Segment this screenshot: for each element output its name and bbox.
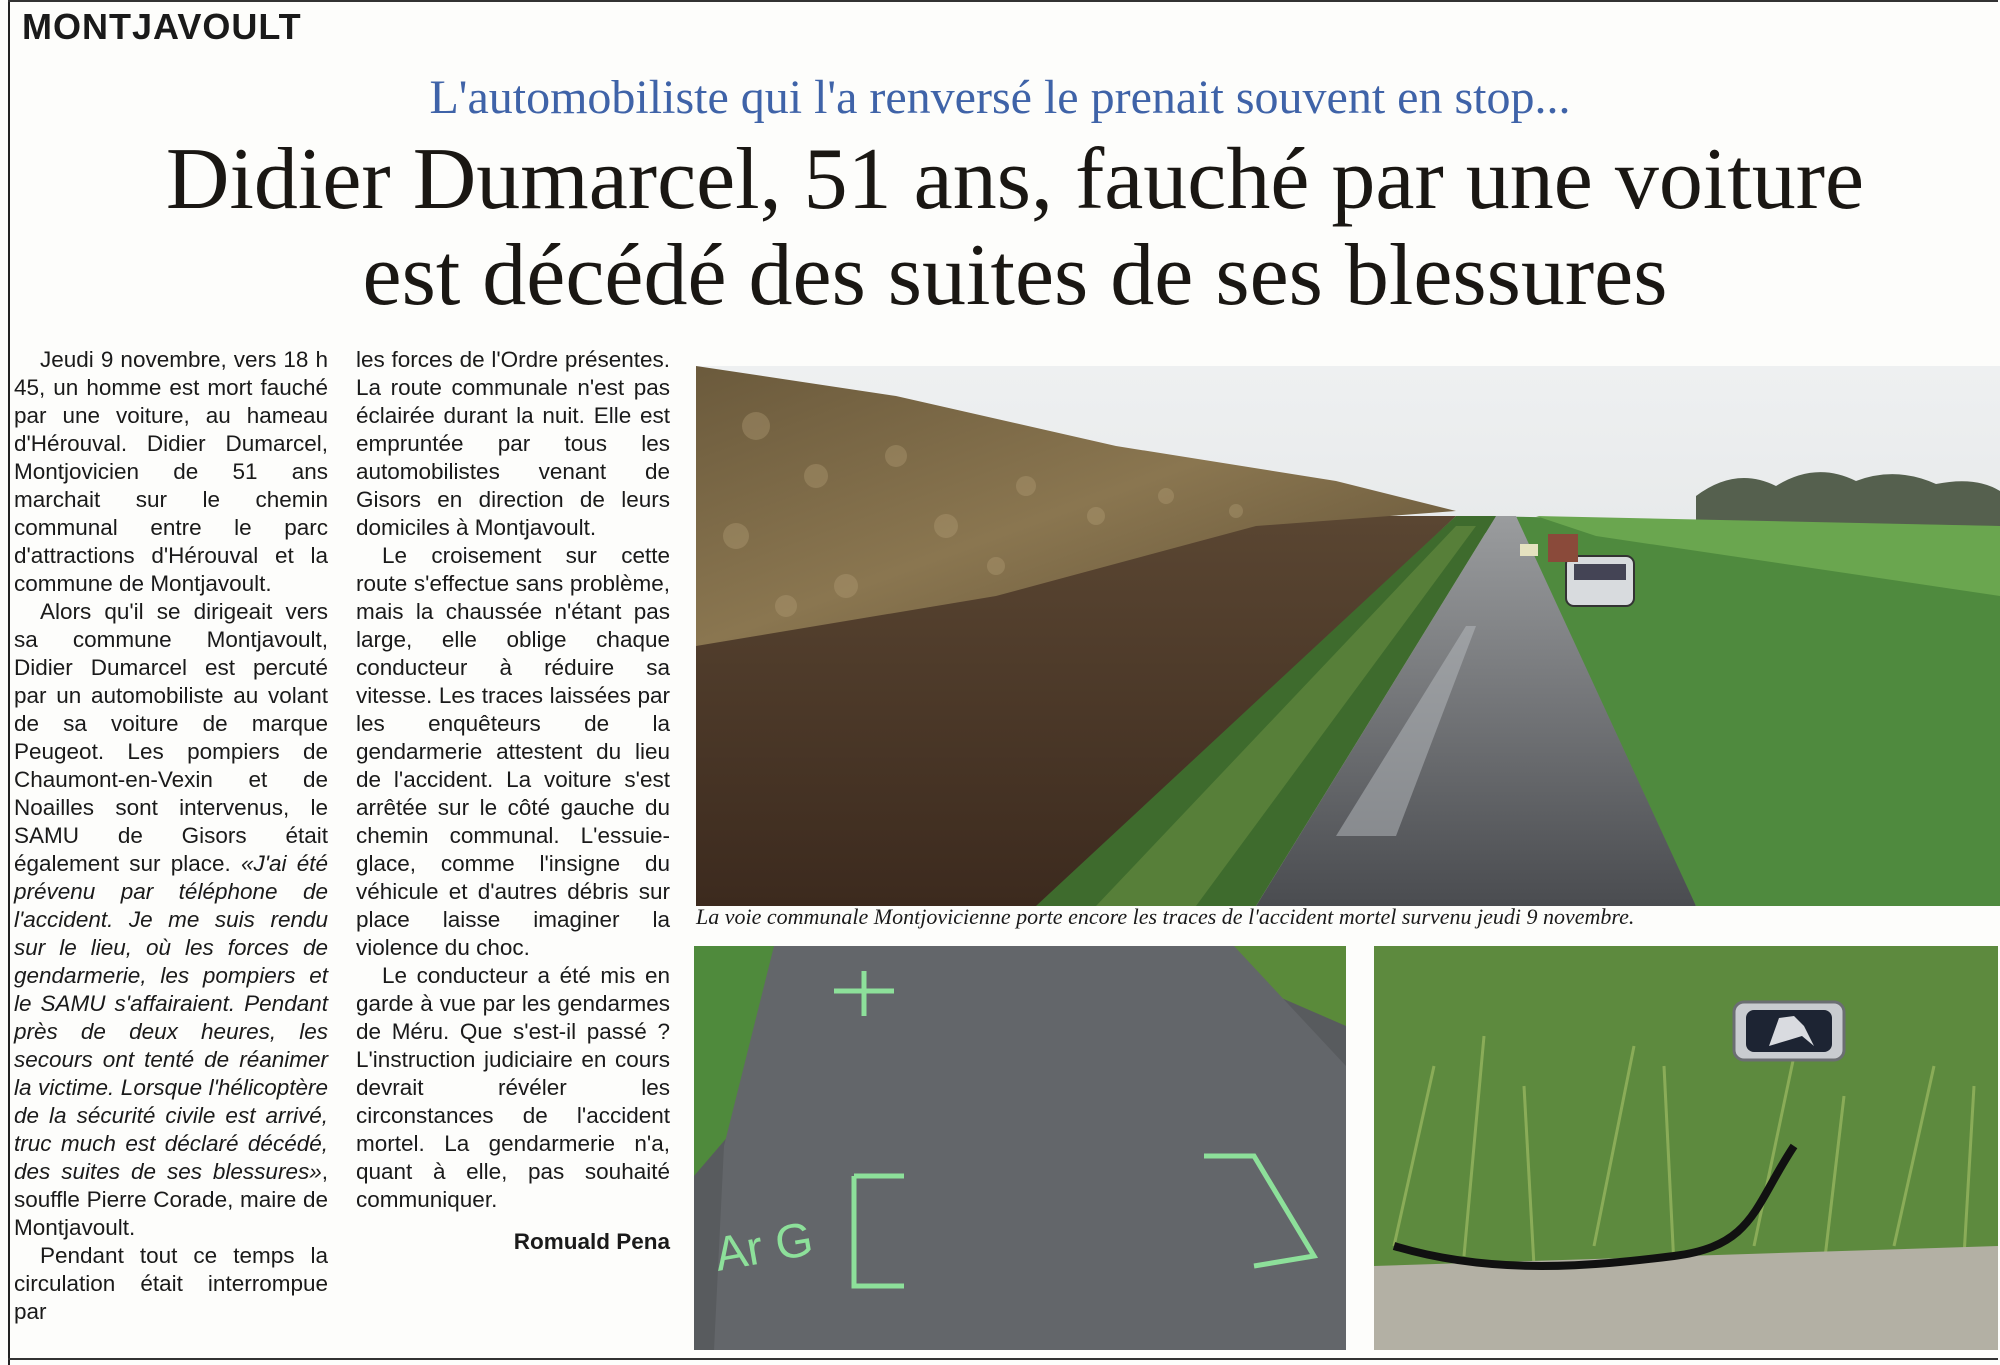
paragraph: les forces de l'Ordre présentes. La route communale n'est pas éclairée durant la nuit. Elle est empruntée par tous les automobilistes venant de Gisors en direction de leurs domiciles à Montjavoult. <box>356 347 670 540</box>
paragraph-text: , souffle Pierre Corade, maire de Montjavoult. <box>14 1159 328 1240</box>
paragraph: Le croisement sur cette route s'effectue sans problème, mais la chaussée n'étant pas large, elle oblige chaque conducteur à réduire sa vitesse. Les traces laissées par les enquêteurs de la gendarmerie attestent du lieu de l'accident. La voiture s'est arrêtée sur le côté gauche du chemin communal. L'essuie-glace, comme l'insigne du véhicule et d'autres débris sur place laisse imaginer la violence du choc. <box>356 543 670 960</box>
paragraph-with-quote <box>14 598 328 1242</box>
headline-line-1: Didier Dumarcel, 51 ans, fauché par une voiture <box>165 131 1865 228</box>
road-chalk-marks-photo <box>694 946 1346 1350</box>
chalk-text: Ar G <box>710 1212 818 1282</box>
main-photo-road-beet-pile <box>696 366 2000 906</box>
paragraph-text: Alors qu'il se dirigeait vers sa commune Montjavoult, Didier Dumarcel est percuté par un automobiliste au volant de sa voiture de marque Peugeot. Les pompiers de Chaumont-en-Vexin et de Noailles sont intervenus, le SAMU de Gisors était également sur place. <box>14 599 328 876</box>
article-kicker: L'automobiliste qui l'a renversé le prenait souvent en stop... <box>429 71 1571 124</box>
body-column-1 <box>14 346 328 1326</box>
section-rubric: MONTJAVOULT <box>22 6 302 47</box>
author-byline: Romuald Pena <box>513 1229 670 1254</box>
paragraph: Jeudi 9 novembre, vers 18 h 45, un homme est mort fauché par une voiture, au hameau d'Hérouval. Didier Dumarcel, Montjovicien de 51 ans marchait sur le chemin communal entre le parc d'attractions d'Hérouval et la commune de Montjavoult. <box>14 347 328 596</box>
body-column-2 <box>356 346 670 1256</box>
bottom-rule <box>8 1358 1998 1360</box>
photo-caption: La voie communale Montjovicienne porte encore les traces de l'accident mortel survenu jeudi 9 novembre. <box>696 904 1635 929</box>
article-headline <box>0 132 2000 324</box>
headline-line-2: est décédé des suites de ses blessures <box>362 227 1668 324</box>
grass-badge-wiper-photo <box>1374 946 1998 1350</box>
mayor-quote: «J'ai été prévenu par téléphone de l'accident. Je me suis rendu sur le lieu, où les forces de gendarmerie, les pompiers et le SAMU s'affairaient. Pendant près de deux heures, les secours ont tenté de réanimer la victime. Lorsque l'hélicoptère de la sécurité civile est arrivé, truc much est déclaré décédé, des suites de ses blessures» <box>14 851 328 1184</box>
paragraph: Pendant tout ce temps la circulation était interrompue par <box>14 1243 328 1324</box>
top-rule <box>8 0 1998 2</box>
paragraph: Le conducteur a été mis en garde à vue par les gendarmes de Méru. Que s'est-il passé ? L'instruction judiciaire en cours devrait révéler les circonstances de l'accident mortel. La gendarmerie n'a, quant à elle, pas souhaité communiquer. <box>356 963 670 1212</box>
